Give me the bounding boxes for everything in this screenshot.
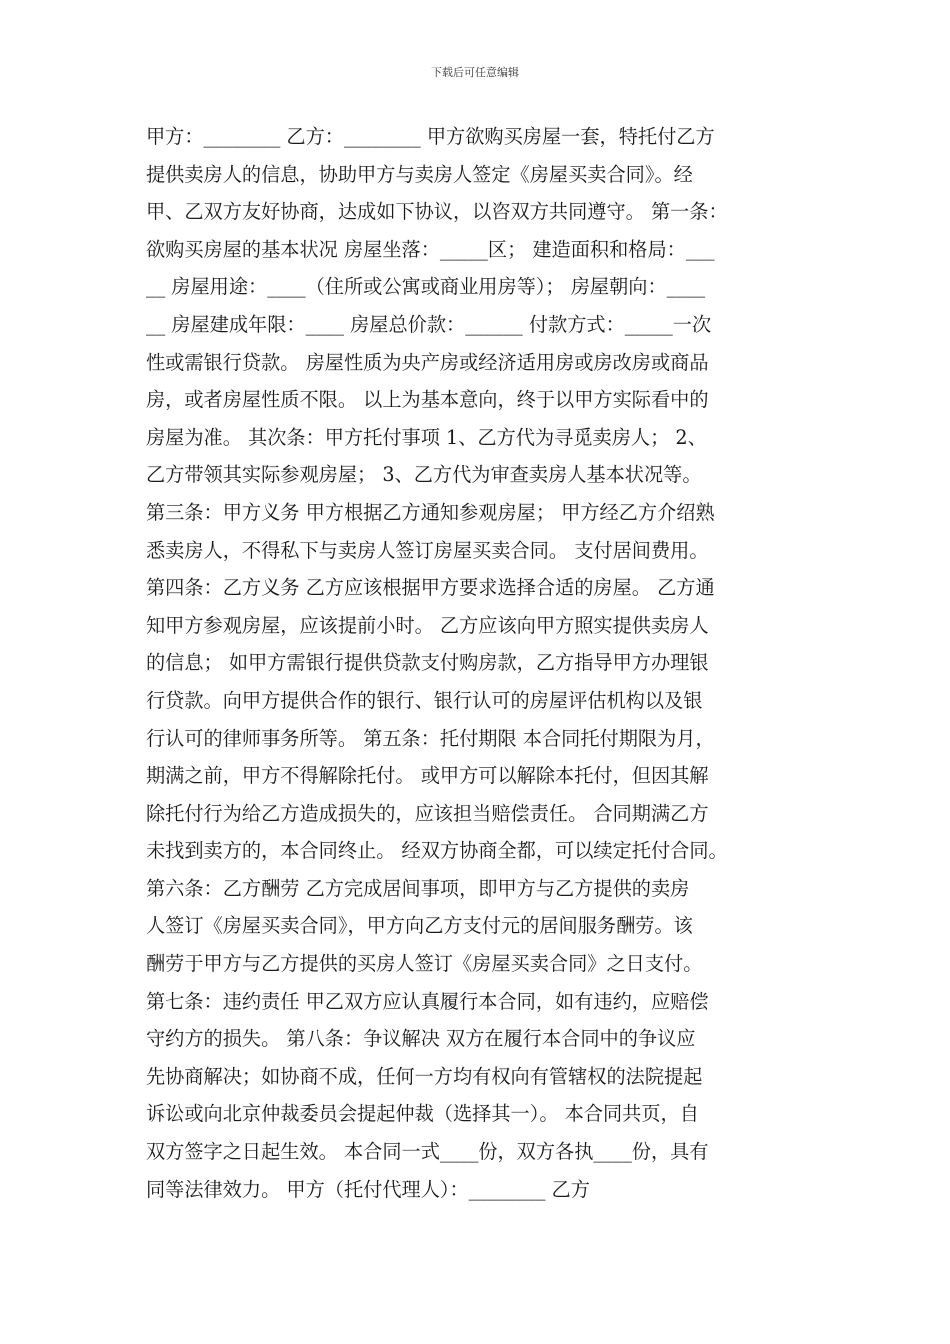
text-line: 甲方：________ 乙方：________ 甲方欲购买房屋一套，特托付乙方: [146, 125, 715, 148]
text-line: 未找到卖方的，本合同终止。 经双方协商全都，可以续定托付合同。: [146, 839, 728, 863]
text-line: __ 房屋建成年限：____ 房屋总价款：______ 付款方式：_____一次: [146, 312, 712, 336]
text-line: 第四条：乙方义务 乙方应该根据甲方要求选择合适的房屋。 乙方通: [146, 576, 715, 600]
text-line: 知甲方参观房屋，应该提前小时。 乙方应该向甲方照实提供卖房人: [146, 613, 709, 637]
text-line: 房，或者房屋性质不限。 以上为基本意向，终于以甲方实际看中的: [146, 388, 709, 412]
text-line: 诉讼或向北京仲裁委员会提起仲裁（选择其一）。 本合同共页，自: [146, 1102, 699, 1126]
text-line: 第七条：违约责任 甲乙双方应认真履行本合同，如有违约，应赔偿: [146, 989, 709, 1013]
text-line: 乙方带领其实际参观房屋； 3、乙方代为审查卖房人基本状况等。: [146, 463, 702, 487]
text-line: 第六条：乙方酬劳 乙方完成居间事项，即甲方与乙方提供的卖房: [146, 876, 690, 900]
text-line: 双方签字之日起生效。 本合同一式____份，双方各执____份，具有: [146, 1140, 709, 1164]
text-line: 守约方的损失。 第八条：争议解决 双方在履行本合同中的争议应: [146, 1027, 696, 1051]
text-line: 提供卖房人的信息，协助甲方与卖房人签定《房屋买卖合同》。经: [146, 162, 693, 186]
page-header: 下载后可任意编辑: [431, 66, 519, 79]
text-line: 性或需银行贷款。 房屋性质为央产房或经济适用房或房改房或商品: [146, 350, 709, 374]
text-line: 行认可的律师事务所等。 第五条：托付期限 本合同托付期限为月，: [146, 726, 715, 750]
text-line: 欲购买房屋的基本状况 房屋坐落：_____区； 建造面积和格局：___: [146, 237, 715, 261]
text-line: 第三条：甲方义务 甲方根据乙方通知参观房屋； 甲方经乙方介绍熟: [146, 500, 715, 524]
text-line: 酬劳于甲方与乙方提供的买房人签订《房屋买卖合同》之日支付。: [146, 952, 703, 976]
text-line: 房屋为准。 其次条：甲方托付事项 1、乙方代为寻觅卖房人； 2、: [146, 425, 707, 449]
contract-body: [146, 118, 826, 1208]
text-line: 人签订《房屋买卖合同》，甲方向乙方支付元的居间服务酬劳。该: [146, 914, 693, 938]
text-line: 甲、乙双方友好协商，达成如下协议，以咨双方共同遵守。 第一条：: [146, 200, 728, 224]
text-line: 期满之前，甲方不得解除托付。 或甲方可以解除本托付，但因其解: [146, 764, 709, 788]
text-line: 悉卖房人，不得私下与卖房人签订房屋买卖合同。 支付居间费用。: [146, 538, 709, 562]
text-line: 除托付行为给乙方造成损失的，应该担当赔偿责任。 合同期满乙方: [146, 801, 709, 825]
text-line: 行贷款。向甲方提供合作的银行、银行认可的房屋评估机构以及银: [146, 688, 703, 712]
text-line: __ 房屋用途：____（住所或公寓或商业用房等）； 房屋朝向：____: [146, 275, 706, 299]
text-line: 的信息； 如甲方需银行提供贷款支付购房款，乙方指导甲方办理银: [146, 651, 709, 675]
text-line: 同等法律效力。 甲方（托付代理人）：________ 乙方: [146, 1177, 590, 1201]
text-line: 先协商解决；如协商不成，任何一方均有权向有管辖权的法院提起: [146, 1064, 703, 1088]
